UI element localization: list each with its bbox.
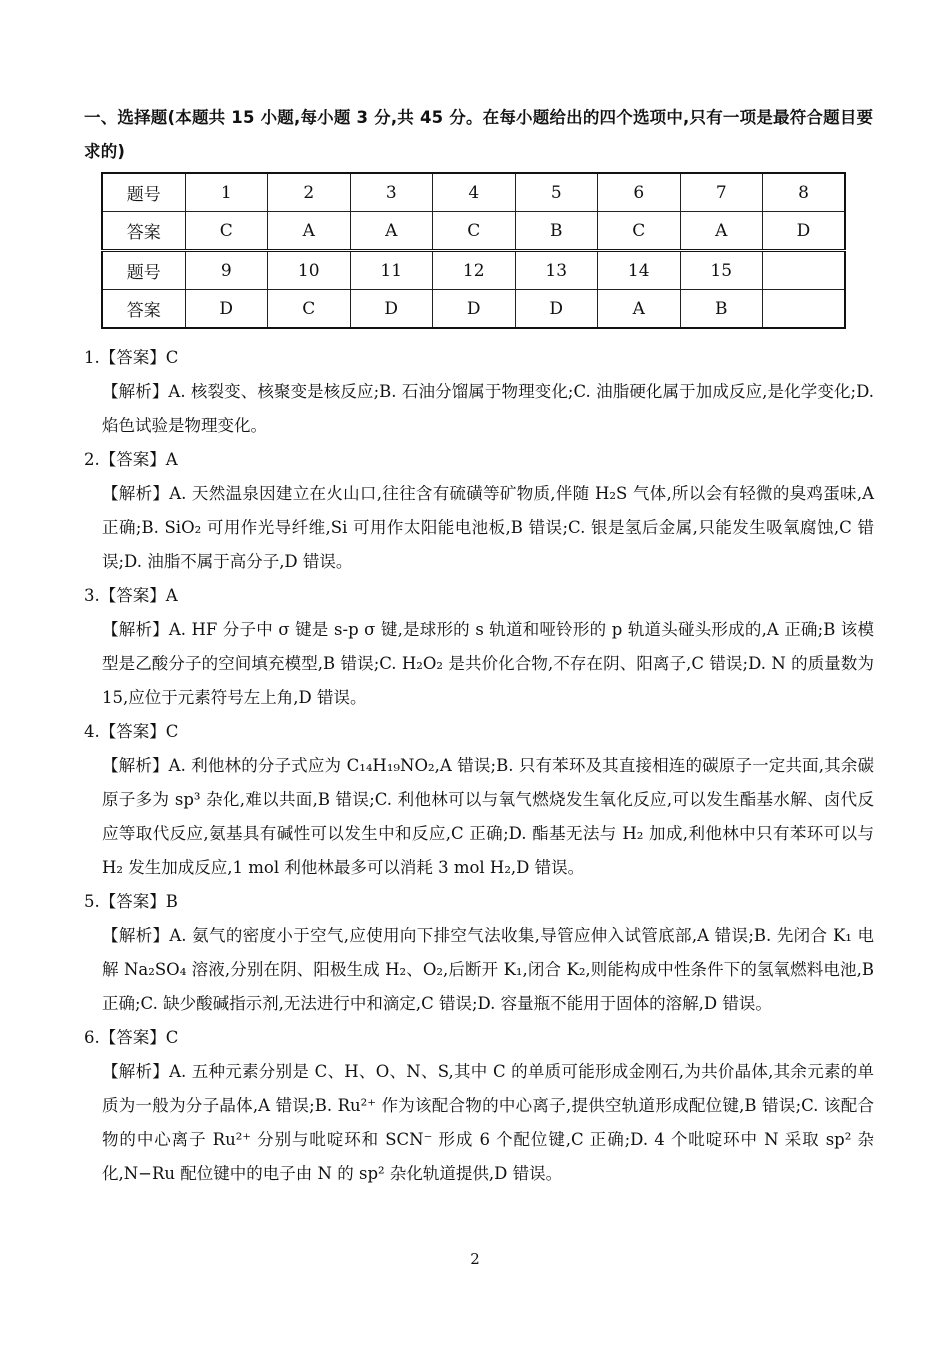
answer-cell: C bbox=[268, 290, 351, 329]
number-cell: 2 bbox=[268, 173, 351, 212]
answer-cell: A bbox=[680, 212, 763, 251]
explanation: 【解析】A. HF 分子中 σ 键是 s-p σ 键,是球形的 s 轨道和哑铃形的 p 轨道头碰头形成的,A 正确;B 该模型是乙酸分子的空间填充模型,B 错误;C. H₂O₂ 是共价化合物,不存在阴、阳离子,C 错误;D. N 的质量数为 15,应位于元素符号左上角,D 错误。 bbox=[102, 620, 874, 707]
explanation: 【解析】A. 氨气的密度小于空气,应使用向下排空气法收集,导管应伸入试管底部,A 错误;B. 先闭合 K₁ 电解 Na₂SO₄ 溶液,分别在阴、阳极生成 H₂、O₂,后断开 K₁,闭合 K₂,则能构成中性条件下的氢氧燃料电池,B 正确;C. 缺少酸碱指示剂,无法进行中和滴定,C 错误;D. 容量瓶不能用于固体的溶解,D 错误。 bbox=[102, 926, 874, 1013]
answer-line: 4.【答案】C bbox=[84, 722, 179, 741]
explanation: 【解析】A. 五种元素分别是 C、H、O、N、S,其中 C 的单质可能形成金刚石,为共价晶体,其余元素的单质为一般为分子晶体,A 错误;B. Ru²⁺ 作为该配合物的中心离子,提供空轨道形成配位键,B 错误;C. 该配合物的中心离子 Ru²⁺ 分别与吡啶环和 SCN⁻ 形成 6 个配位键,C 正确;D. 4 个吡啶环中 N 采取 sp² 杂化,N−Ru 配位键中的电子由 N 的 sp² 杂化轨道提供,D 错误。 bbox=[102, 1062, 874, 1183]
answer-cell: C bbox=[185, 212, 268, 251]
solution-list bbox=[84, 341, 874, 1191]
answer-cell: D bbox=[185, 290, 268, 329]
answer-line: 3.【答案】A bbox=[84, 586, 178, 605]
answer-cell: A bbox=[268, 212, 351, 251]
number-cell: 3 bbox=[350, 173, 433, 212]
answer-line: 6.【答案】C bbox=[84, 1028, 179, 1047]
solution-item-6 bbox=[84, 1021, 874, 1191]
number-cell: 14 bbox=[598, 251, 681, 290]
number-row-1 bbox=[102, 173, 845, 212]
number-cell: 6 bbox=[598, 173, 681, 212]
answer-cell: D bbox=[515, 290, 598, 329]
number-cell: 1 bbox=[185, 173, 268, 212]
number-cell: 4 bbox=[433, 173, 516, 212]
answer-line: 5.【答案】B bbox=[84, 892, 178, 911]
answer-table bbox=[101, 172, 846, 329]
number-cell: 5 bbox=[515, 173, 598, 212]
answer-row-1 bbox=[102, 212, 845, 251]
number-row-2 bbox=[102, 251, 845, 290]
answer-cell bbox=[763, 290, 846, 329]
answer-cell: A bbox=[350, 212, 433, 251]
row-label: 答案 bbox=[102, 290, 185, 329]
explanation: 【解析】A. 利他林的分子式应为 C₁₄H₁₉NO₂,A 错误;B. 只有苯环及其直接相连的碳原子一定共面,其余碳原子多为 sp³ 杂化,难以共面,B 错误;C. 利他林可以与氧气燃烧发生氧化反应,可以发生酯基水解、卤代反应等取代反应,氨基具有碱性可以发生中和反应,C 正确;D. 酯基无法与 H₂ 加成,利他林中只有苯环可以与 H₂ 发生加成反应,1 mol 利他林最多可以消耗 3 mol H₂,D 错误。 bbox=[102, 756, 874, 877]
row-label: 题号 bbox=[102, 173, 185, 212]
answer-line: 1.【答案】C bbox=[84, 348, 179, 367]
solution-item-2 bbox=[84, 443, 874, 579]
page-number: 2 bbox=[470, 1250, 480, 1268]
row-label: 题号 bbox=[102, 251, 185, 290]
answer-cell: D bbox=[433, 290, 516, 329]
answer-line: 2.【答案】A bbox=[84, 450, 178, 469]
answer-cell: A bbox=[598, 290, 681, 329]
number-cell: 11 bbox=[350, 251, 433, 290]
number-cell: 8 bbox=[763, 173, 846, 212]
answer-cell: B bbox=[515, 212, 598, 251]
row-label: 答案 bbox=[102, 212, 185, 251]
solution-item-1 bbox=[84, 341, 874, 443]
answer-cell: C bbox=[433, 212, 516, 251]
number-cell: 13 bbox=[515, 251, 598, 290]
explanation: 【解析】A. 天然温泉因建立在火山口,往往含有硫磺等矿物质,伴随 H₂S 气体,所以会有轻微的臭鸡蛋味,A 正确;B. SiO₂ 可用作光导纤维,Si 可用作太阳能电池板,B 错误;C. 银是氢后金属,只能发生吸氧腐蚀,C 错误;D. 油脂不属于高分子,D 错误。 bbox=[102, 484, 874, 571]
solution-item-3 bbox=[84, 579, 874, 715]
answer-row-2 bbox=[102, 290, 845, 329]
answer-cell: D bbox=[350, 290, 433, 329]
explanation: 【解析】A. 核裂变、核聚变是核反应;B. 石油分馏属于物理变化;C. 油脂硬化属于加成反应,是化学变化;D. 焰色试验是物理变化。 bbox=[102, 382, 874, 435]
number-cell: 10 bbox=[268, 251, 351, 290]
number-cell bbox=[763, 251, 846, 290]
number-cell: 9 bbox=[185, 251, 268, 290]
answer-cell: C bbox=[598, 212, 681, 251]
number-cell: 7 bbox=[680, 173, 763, 212]
solution-item-5 bbox=[84, 885, 874, 1021]
answer-cell: B bbox=[680, 290, 763, 329]
solution-item-4 bbox=[84, 715, 874, 885]
number-cell: 15 bbox=[680, 251, 763, 290]
answer-cell: D bbox=[763, 212, 846, 251]
section-heading: 一、选择题(本题共 15 小题,每小题 3 分,共 45 分。在每小题给出的四个选项中,只有一项是最符合题目要求的) bbox=[84, 108, 874, 161]
number-cell: 12 bbox=[433, 251, 516, 290]
